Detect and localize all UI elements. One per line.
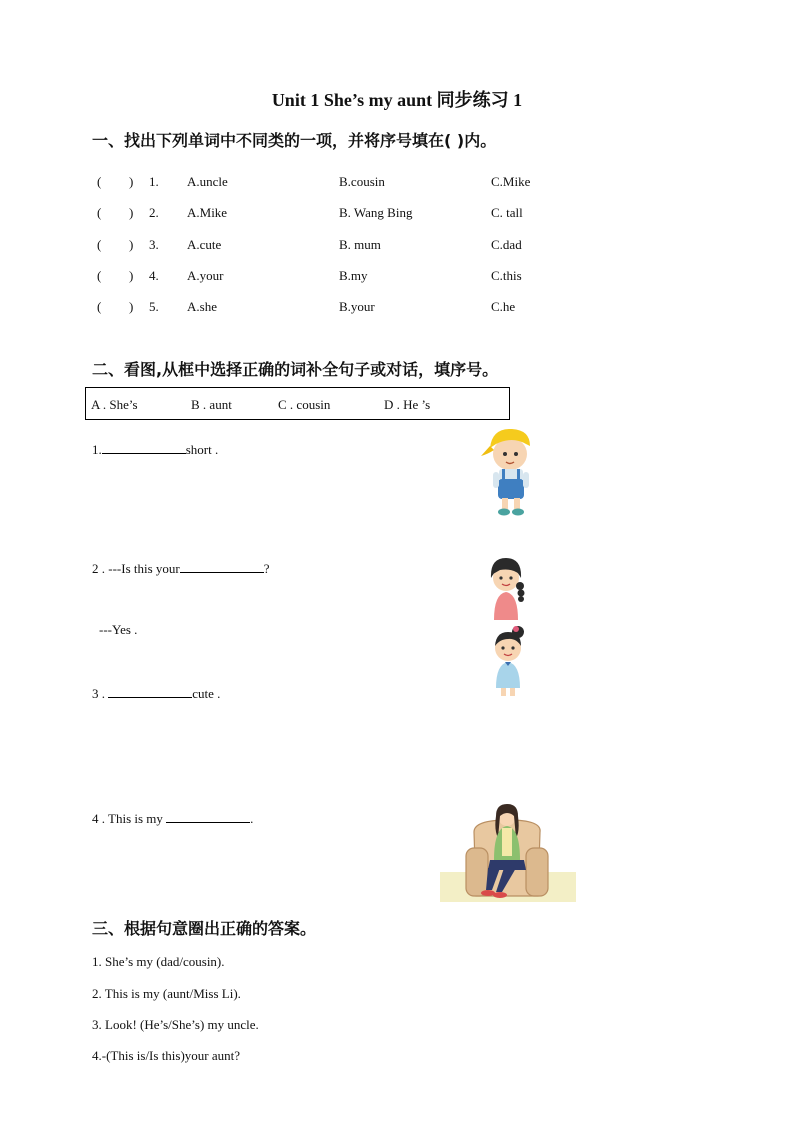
woman-in-armchair-icon — [440, 802, 576, 902]
paren-close: ) — [129, 174, 134, 189]
question-prefix: 1. — [92, 442, 102, 457]
question-prefix: 4 . This is my — [92, 811, 167, 826]
list-item: 4.-(This is/Is this)your aunt? — [92, 1048, 241, 1063]
question-suffix: cute . — [192, 686, 221, 701]
question-prefix: 2 . ---Is this your — [92, 561, 180, 576]
option-b: B. Wang Bing — [339, 205, 413, 220]
girl-with-ponytail-icon — [488, 626, 530, 698]
answer-blank[interactable] — [166, 809, 250, 823]
answer-blank[interactable] — [180, 559, 264, 573]
option-a: A.Mike — [187, 205, 228, 220]
paren-open: ( — [97, 205, 102, 220]
section-3-heading: 三、根据句意圈出正确的答案。 — [92, 919, 317, 938]
paren-close: ) — [129, 205, 134, 220]
answer-blank[interactable] — [102, 440, 186, 454]
fill-question-3 — [92, 684, 220, 702]
option-a: A.she — [187, 299, 217, 314]
word-option: D . He ’s — [384, 397, 431, 412]
option-b: B.cousin — [339, 174, 385, 189]
question-row — [0, 174, 794, 194]
question-row — [0, 268, 794, 288]
fill-question-1 — [92, 440, 218, 458]
paren-open: ( — [97, 268, 102, 283]
fill-question-4 — [92, 809, 253, 827]
section-1-heading: 一、找出下列单词中不同类的一项，并将序号填在( )内。 — [92, 131, 497, 150]
paren-open: ( — [97, 237, 102, 252]
section-2-heading: 二、看图,从框中选择正确的词补全句子或对话，填序号。 — [92, 360, 499, 379]
option-c: C. tall — [491, 205, 523, 220]
option-c: C.he — [491, 299, 516, 314]
page-title: Unit 1 She’s my aunt 同步练习 1 — [271, 90, 523, 110]
question-number: 4. — [149, 268, 159, 283]
option-c: C.this — [491, 268, 522, 283]
word-option: C . cousin — [278, 397, 331, 412]
option-b: B.my — [339, 268, 368, 283]
boy-with-yellow-cap-icon — [478, 424, 550, 518]
option-c: C.Mike — [491, 174, 531, 189]
paren-close: ) — [129, 237, 134, 252]
list-item: 3. Look! (He’s/She’s) my uncle. — [92, 1017, 259, 1032]
option-a: A.cute — [187, 237, 222, 252]
girl-with-braid-icon — [486, 556, 530, 622]
question-row — [0, 237, 794, 257]
list-item: 1. She’s my (dad/cousin). — [92, 954, 225, 969]
dialog-reply: ---Yes . — [99, 622, 138, 637]
question-number: 3. — [149, 237, 159, 252]
option-c: C.dad — [491, 237, 522, 252]
paren-close: ) — [129, 268, 134, 283]
question-row — [0, 205, 794, 225]
question-suffix: . — [250, 811, 254, 826]
word-bank-box — [85, 387, 510, 420]
paren-open: ( — [97, 299, 102, 314]
question-prefix: 3 . — [92, 686, 109, 701]
answer-blank[interactable] — [108, 684, 192, 698]
question-number: 5. — [149, 299, 159, 314]
option-b: B. mum — [339, 237, 381, 252]
paren-open: ( — [97, 174, 102, 189]
question-row — [0, 299, 794, 319]
option-a: A.your — [187, 268, 224, 283]
paren-close: ) — [129, 299, 134, 314]
question-suffix: short . — [185, 442, 219, 457]
word-option: A . She’s — [91, 397, 138, 412]
word-option: B . aunt — [191, 397, 232, 412]
list-item: 2. This is my (aunt/Miss Li). — [92, 986, 241, 1001]
question-number: 2. — [149, 205, 159, 220]
question-number: 1. — [149, 174, 159, 189]
fill-question-2 — [92, 559, 270, 577]
option-a: A.uncle — [187, 174, 228, 189]
question-suffix: ? — [263, 561, 270, 576]
option-b: B.your — [339, 299, 375, 314]
